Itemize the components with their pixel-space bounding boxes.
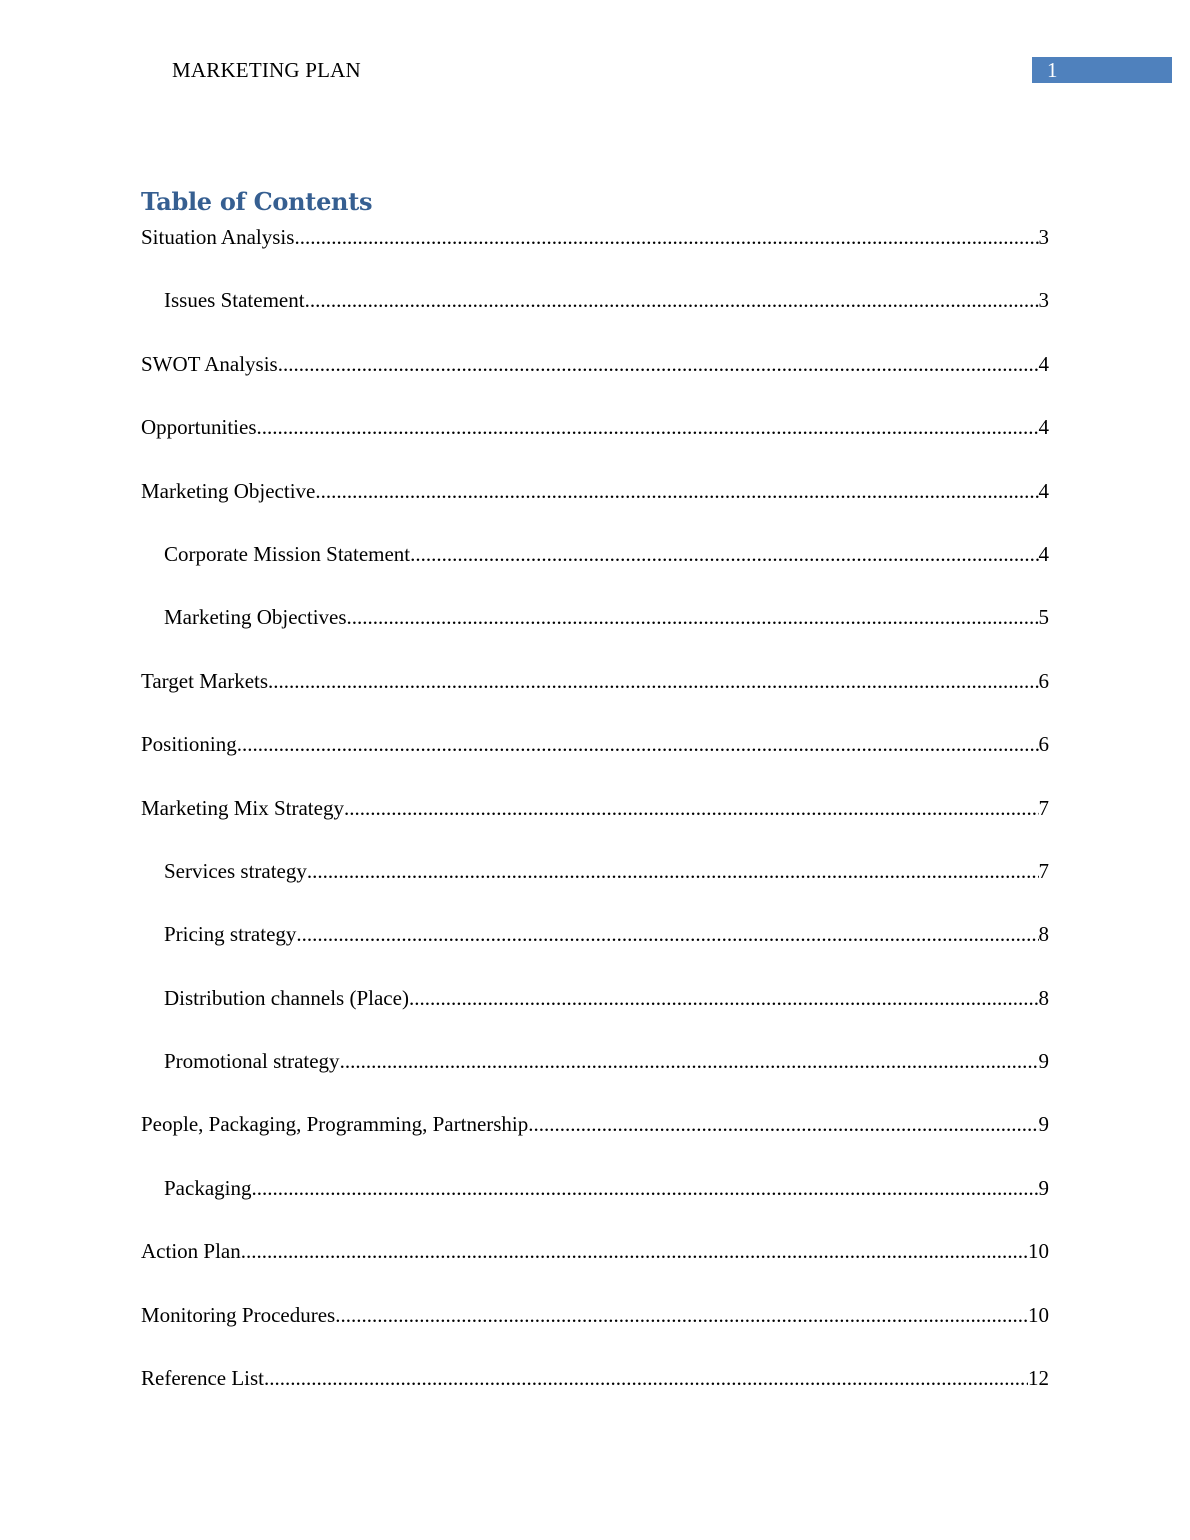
toc-entry-title: Pricing strategy [164,922,297,947]
toc-entry-monitoring-procedures[interactable] [141,1298,1049,1361]
dot-leader [410,537,1038,571]
toc-entry-page: 7 [1038,795,1049,820]
dot-leader [409,981,1039,1015]
dot-leader [251,1171,1038,1205]
toc-entry-page: 3 [1038,288,1049,313]
toc-entry-title: Services strategy [164,858,307,883]
toc-entry-action-plan[interactable] [141,1234,1049,1297]
dot-leader [307,854,1039,888]
toc-entry-distribution-channels[interactable] [141,981,1049,1044]
page-number: 1 [1047,58,1058,82]
dot-leader [294,220,1038,254]
toc-entry-title: Action Plan [141,1239,241,1264]
toc-entry-issues-statement[interactable] [141,283,1049,346]
toc-entry-situation-analysis[interactable] [141,220,1049,283]
page-number-badge [1032,57,1172,83]
toc-entry-swot-analysis[interactable] [141,347,1049,410]
toc-entry-title: Positioning [141,732,237,757]
dot-leader [241,1234,1028,1268]
toc-entry-page: 6 [1038,668,1049,693]
toc-entry-page: 3 [1038,225,1049,249]
dot-leader [278,347,1039,381]
toc-entry-title: Target Markets [141,668,269,693]
toc-entry-page: 9 [1038,1175,1049,1200]
toc-entry-marketing-objectives[interactable] [141,600,1049,663]
toc-entry-title: Reference List [141,1366,265,1391]
dot-leader [315,474,1038,508]
toc-entry-corporate-mission-statement[interactable] [141,537,1049,600]
toc-entry-page: 9 [1038,1112,1049,1137]
toc-entry-page: 7 [1038,858,1049,883]
dot-leader [264,1361,1028,1395]
dot-leader [347,600,1039,634]
toc-entry-title: Promotional strategy [164,1049,340,1074]
dot-leader [257,410,1039,444]
toc-entry-page: 12 [1028,1366,1049,1391]
toc-entry-opportunities[interactable] [141,410,1049,473]
toc-entry-title: Marketing Mix Strategy [141,795,344,820]
toc-entry-title: People, Packaging, Programming, Partnership [141,1112,529,1137]
toc-heading: Table of Contents [141,187,373,216]
toc-entry-page: 4 [1038,541,1049,566]
running-header-title: MARKETING PLAN [172,58,361,82]
dot-leader [305,283,1039,317]
toc-entry-title: Distribution channels (Place) [164,985,409,1010]
toc-entry-page: 4 [1038,478,1049,503]
table-of-contents [141,220,1049,1424]
toc-entry-page: 10 [1028,1302,1049,1327]
toc-entry-marketing-mix-strategy[interactable] [141,791,1049,854]
toc-entry-title: Marketing Objective [141,478,316,503]
toc-entry-title: Corporate Mission Statement [164,541,411,566]
dot-leader [340,1044,1039,1078]
toc-entry-target-markets[interactable] [141,664,1049,727]
toc-entry-page: 8 [1038,922,1049,947]
toc-entry-people-packaging-programming-partnership[interactable] [141,1107,1049,1170]
toc-entry-title: Situation Analysis [141,225,295,249]
toc-entry-reference-list[interactable] [141,1361,1049,1424]
dot-leader [335,1298,1028,1332]
toc-entry-title: SWOT Analysis [141,351,278,376]
toc-entry-page: 10 [1028,1239,1049,1264]
dot-leader [237,727,1039,761]
toc-entry-title: Marketing Objectives [164,605,347,630]
dot-leader [344,791,1039,825]
toc-entry-promotional-strategy[interactable] [141,1044,1049,1107]
toc-entry-page: 5 [1038,605,1049,630]
toc-entry-services-strategy[interactable] [141,854,1049,917]
toc-entry-title: Packaging [164,1175,252,1200]
toc-entry-page: 4 [1038,351,1049,376]
toc-entry-page: 9 [1038,1049,1049,1074]
toc-entry-page: 4 [1038,415,1049,440]
dot-leader [268,664,1038,698]
toc-entry-positioning[interactable] [141,727,1049,790]
toc-entry-title: Issues Statement [164,288,305,313]
toc-entry-packaging[interactable] [141,1171,1049,1234]
dot-leader [528,1107,1038,1141]
toc-entry-pricing-strategy[interactable] [141,917,1049,980]
dot-leader [296,917,1038,951]
toc-entry-page: 6 [1038,732,1049,757]
toc-entry-title: Opportunities [141,415,257,440]
toc-entry-title: Monitoring Procedures [141,1302,336,1327]
toc-entry-marketing-objective[interactable] [141,474,1049,537]
toc-entry-page: 8 [1038,985,1049,1010]
